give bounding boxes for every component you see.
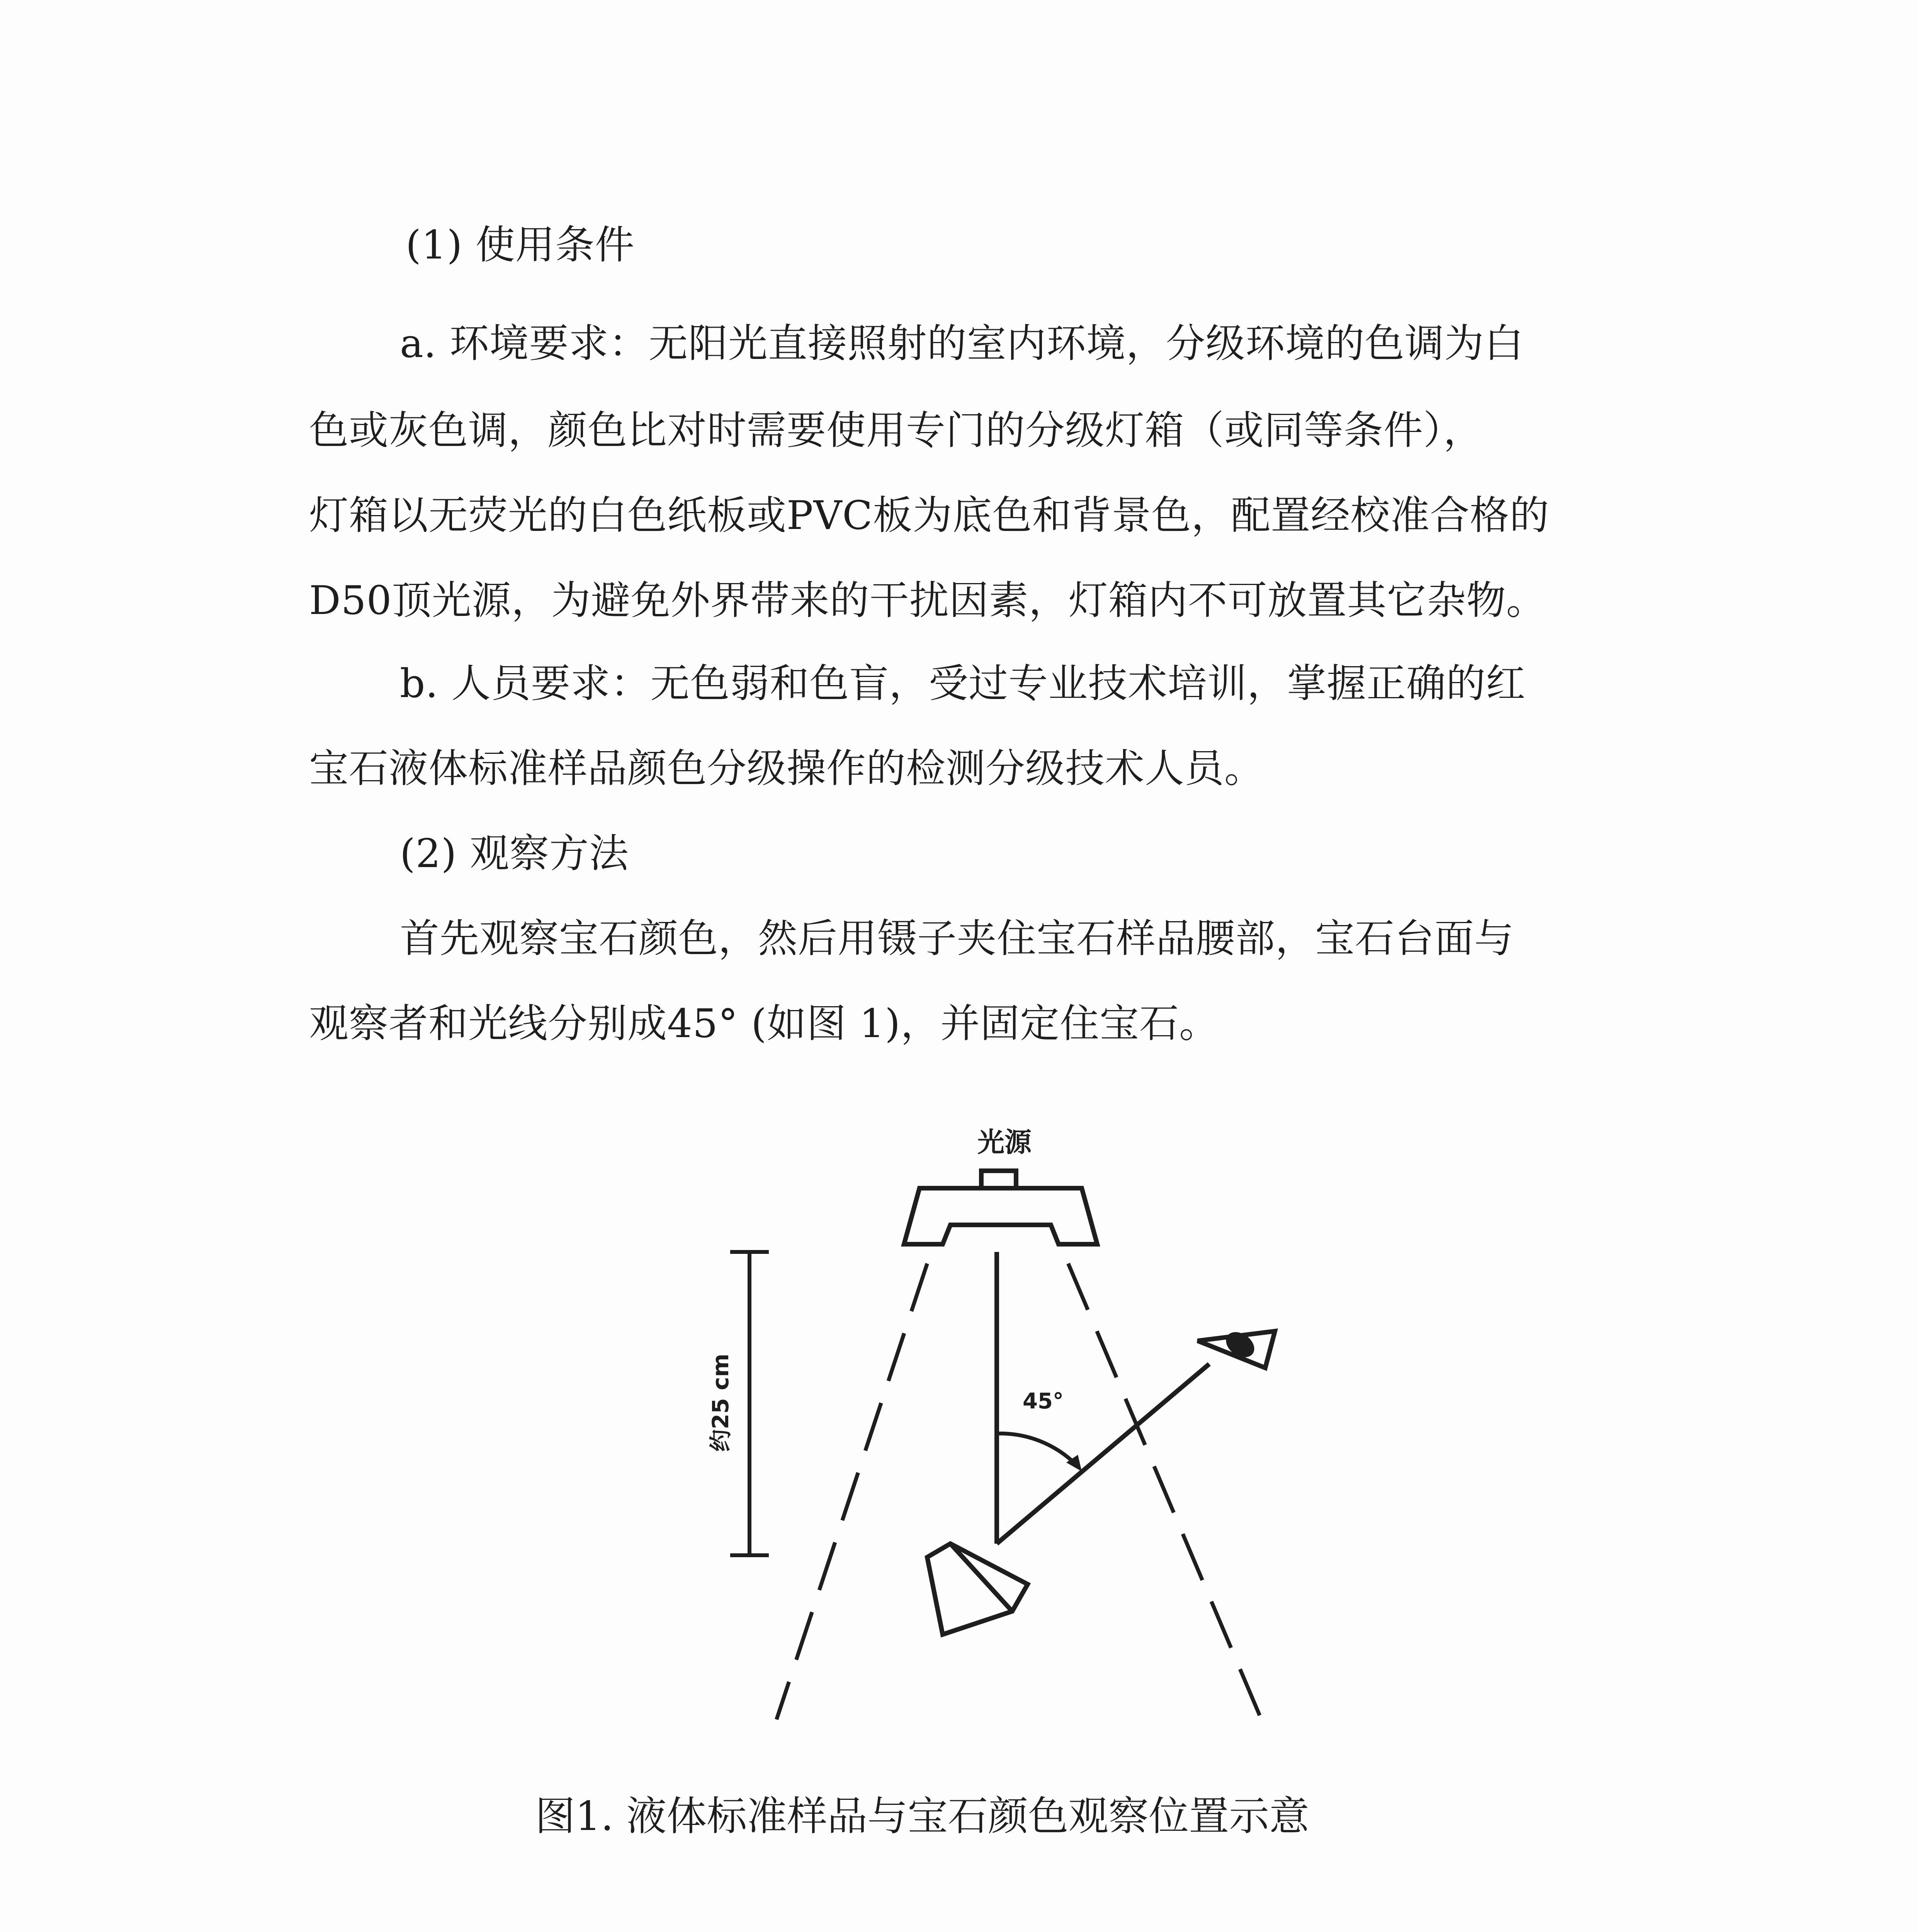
- light-source-fixture: [904, 1171, 1097, 1244]
- section-2-line-1: 首先观察宝石颜色，然后用镊子夹住宝石样品腰部，宝石台面与: [400, 916, 1514, 962]
- item-a-line-4: D50顶光源，为避免外界带来的干扰因素，灯箱内不可放置其它杂物。: [309, 578, 1546, 624]
- distance-label: 约25 cm: [707, 1354, 734, 1452]
- light-cone-left: [777, 1264, 927, 1719]
- eye-icon: [1198, 1327, 1275, 1368]
- angle-label: 45°: [1023, 1389, 1064, 1414]
- light-source-label: 光源: [977, 1126, 1032, 1158]
- item-b-line-1: b. 人员要求：无色弱和色盲，受过专业技术培训，掌握正确的红: [400, 661, 1526, 707]
- item-a-line-2: 色或灰色调，颜色比对时需要使用专门的分级灯箱（或同等条件），: [309, 408, 1483, 454]
- figure-1-caption: 图1. 液体标准样品与宝石颜色观察位置示意: [535, 1793, 1310, 1840]
- angle-arc: [997, 1434, 1076, 1464]
- item-a-line-3: 灯箱以无荧光的白色纸板或PVC板为底色和背景色，配置经校准合格的: [309, 493, 1550, 539]
- item-b-line-2: 宝石液体标准样品颜色分级操作的检测分级技术人员。: [309, 746, 1264, 792]
- light-cone-right: [1068, 1264, 1261, 1719]
- gemstone-shape: [927, 1544, 1028, 1634]
- section-2-line-2: 观察者和光线分别成45° (如图 1)，并固定住宝石。: [309, 1001, 1219, 1047]
- figure-1-diagram: [695, 1113, 1314, 1762]
- item-a-line-1: a. 环境要求：无阳光直接照射的室内环境，分级环境的色调为白: [400, 321, 1524, 367]
- distance-bar: [730, 1252, 769, 1555]
- section-1-heading: (1) 使用条件: [406, 222, 635, 268]
- section-2-heading: (2) 观察方法: [400, 831, 629, 877]
